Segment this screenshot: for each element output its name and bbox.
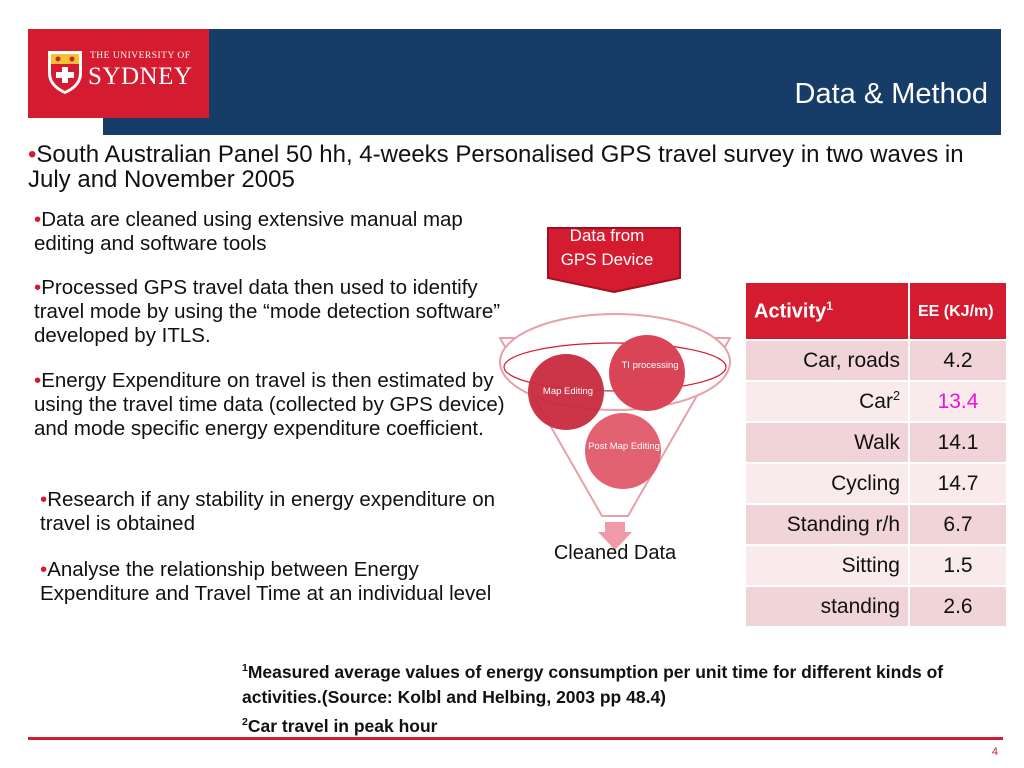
energy-table	[744, 281, 1008, 628]
bullet-data-cleaning	[34, 208, 524, 256]
table-row	[745, 340, 1007, 381]
value-cell-highlight: 13.4	[909, 381, 1007, 422]
page-number: 4	[991, 746, 998, 758]
funnel-graphic	[480, 220, 750, 580]
main-bullet-text: South Australian Panel 50 hh, 4-weeks Personalised GPS travel survey in two waves in July and November 2005	[28, 141, 964, 193]
value-cell: 4.2	[909, 340, 1007, 381]
value-cell: 1.5	[909, 545, 1007, 586]
footnote-1	[242, 656, 1002, 710]
activity-text: Sitting	[841, 553, 900, 577]
activity-text: Walk	[854, 430, 900, 454]
bullet-text: Energy Expenditure on travel is then estimated by using the travel time data (collected by GPS device) and mode specific energy expenditure coefficient.	[34, 369, 505, 440]
footnote-2-marker: 2	[242, 715, 248, 728]
header-activity-text: Activity	[754, 300, 827, 323]
bullet-text: Analyse the relationship between Energy Expenditure and Travel Time at an individual level	[40, 558, 492, 605]
table-row	[745, 422, 1007, 463]
logo-big-text: SYDNEY	[88, 63, 193, 90]
value-cell: 14.7	[909, 463, 1007, 504]
table-row	[745, 545, 1007, 586]
activity-text: Standing r/h	[786, 512, 900, 536]
data-source-label: Data from GPS Device	[560, 226, 654, 269]
bullet-energy-expenditure	[34, 369, 524, 441]
table-row	[745, 504, 1007, 545]
activity-cell	[745, 504, 909, 545]
footnote-2	[242, 710, 1002, 739]
activity-cell	[745, 422, 909, 463]
footnote-1-marker: 1	[242, 662, 248, 674]
header-activity-sup: 1	[826, 298, 833, 313]
value-cell: 2.6	[909, 586, 1007, 627]
bullet-dot: •	[40, 558, 48, 581]
bullet-dot: •	[28, 141, 37, 168]
value-cell: 14.1	[909, 422, 1007, 463]
activity-cell	[745, 381, 909, 422]
cleaned-data-label: Cleaned Data	[553, 542, 677, 564]
bullet-dot: •	[40, 488, 48, 511]
crest-icon	[46, 47, 84, 95]
table-row	[745, 463, 1007, 504]
bullet-relationship	[40, 558, 530, 606]
map-editing-label: Map Editing	[542, 386, 594, 397]
post-map-editing-label: Post Map Editing	[588, 441, 660, 452]
value-cell: 6.7	[909, 504, 1007, 545]
bullet-dot: •	[34, 369, 42, 392]
footnote-1-text: Measured average values of energy consumption per unit time for different kinds of activities.(Source: Kolbl and Helbing, 2003 pp 48.4)	[242, 661, 944, 707]
activity-cell	[745, 545, 909, 586]
footnotes	[242, 656, 1002, 739]
activity-cell	[745, 340, 909, 381]
bullet-text: Data are cleaned using extensive manual map editing and software tools	[34, 208, 463, 255]
activity-cell	[745, 463, 909, 504]
bullet-stability	[40, 488, 520, 536]
activity-text: Cycling	[831, 471, 900, 495]
logo-small-text: THE UNIVERSITY OF	[90, 51, 191, 61]
footer-divider	[28, 737, 1003, 740]
activity-text: standing	[820, 594, 900, 618]
table-row	[745, 586, 1007, 627]
ti-processing-label: TI processing	[621, 360, 679, 371]
bullet-dot: •	[34, 208, 42, 231]
slide-title: Data & Method	[794, 78, 988, 110]
bullet-text: Processed GPS travel data then used to identify travel mode by using the “mode detection software” developed by ITLS.	[34, 276, 501, 347]
header-ee: EE (KJ/m)	[909, 282, 1007, 340]
activity-cell	[745, 586, 909, 627]
header-activity	[745, 282, 909, 340]
process-diagram	[480, 220, 750, 580]
bullet-text: Research if any stability in energy expenditure on travel is obtained	[40, 488, 496, 535]
bullet-mode-detection	[34, 276, 524, 348]
university-logo	[28, 29, 209, 118]
main-bullet	[28, 142, 998, 192]
bullet-dot: •	[34, 276, 42, 299]
activity-sup: 2	[892, 389, 900, 403]
activity-text: Car, roads	[803, 348, 900, 372]
footnote-2-text: Car travel in peak hour	[247, 715, 438, 736]
table-header-row	[745, 282, 1007, 340]
activity-text: Car	[859, 390, 893, 413]
table-row	[745, 381, 1007, 422]
